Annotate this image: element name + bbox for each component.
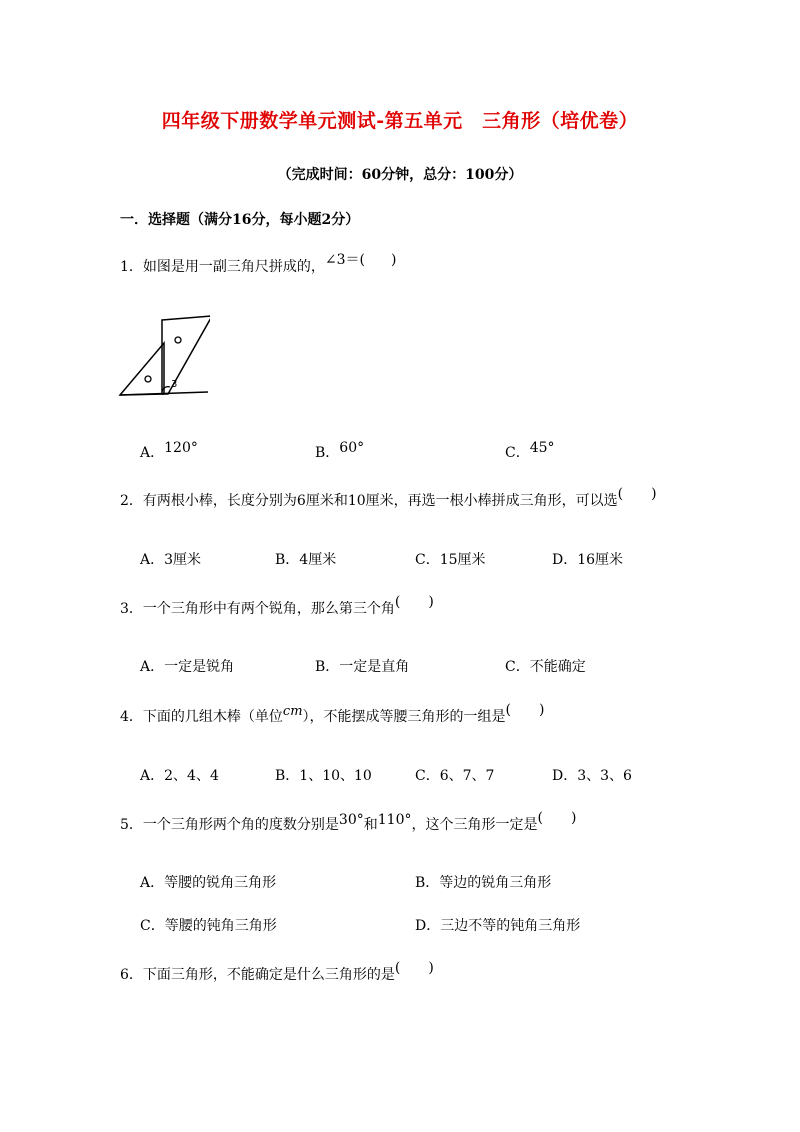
q3-option-b[interactable]: B．一定是直角 xyxy=(315,659,410,675)
question-6-stem: 6．下面三角形，不能确定是什么三角形的是( ) xyxy=(120,960,434,983)
question-1-math: ∠3＝( xyxy=(324,252,366,268)
q5-option-d[interactable]: D．三边不等的钝角三角形 xyxy=(415,918,581,934)
unit-cm: cm xyxy=(282,704,303,719)
question-1-paren-close: ) xyxy=(391,252,397,268)
q1-option-b[interactable]: B．60° xyxy=(315,440,365,461)
figure-left-triangle xyxy=(120,343,164,395)
q3-option-c[interactable]: C．不能确定 xyxy=(505,659,586,675)
question-4-answer-paren: ( ) xyxy=(505,702,545,718)
angle-value-1: 30° xyxy=(338,812,364,828)
question-5-stem: 5．一个三角形两个角的度数分别是30°和110°，这个三角形一定是( ) xyxy=(120,810,577,833)
figure-angle-label: 3 xyxy=(171,379,178,390)
angle-value-2: 110° xyxy=(377,812,412,828)
q3-option-a[interactable]: A．一定是锐角 xyxy=(140,659,235,675)
q1-option-a[interactable]: A．120° xyxy=(140,440,198,461)
q4-option-a[interactable]: A．2、4、4 xyxy=(140,768,219,784)
question-1-text: 1．如图是用一副三角尺拼成的， xyxy=(120,259,325,275)
question-5-answer-paren: ( ) xyxy=(537,810,577,826)
time-and-score-note: （完成时间：60分钟，总分：100分） xyxy=(277,167,523,183)
figure-right-hole xyxy=(175,337,181,343)
q2-option-b[interactable]: B．4厘米 xyxy=(275,552,337,568)
question-3-answer-paren: ( ) xyxy=(394,594,434,610)
question-2-answer-paren: ( ) xyxy=(617,486,657,502)
page-title: 四年级下册数学单元测试-第五单元 三角形（培优卷） xyxy=(161,110,639,132)
q2-option-a[interactable]: A．3厘米 xyxy=(140,552,202,568)
question-1-stem xyxy=(120,252,397,276)
triangle-set-figure xyxy=(118,312,210,402)
figure-left-hole xyxy=(145,376,151,382)
q4-option-b[interactable]: B．1、10、10 xyxy=(275,768,372,784)
q5-option-c[interactable]: C．等腰的钝角三角形 xyxy=(140,918,277,934)
q5-option-b[interactable]: B．等边的锐角三角形 xyxy=(415,875,552,891)
figure-right-triangle xyxy=(162,316,210,394)
question-6-answer-paren: ( ) xyxy=(394,960,434,976)
question-2-stem: 2．有两根小棒，长度分别为6厘米和10厘米，再选一根小棒拼成三角形，可以选( ) xyxy=(120,486,657,509)
q5-option-a[interactable]: A．等腰的锐角三角形 xyxy=(140,875,277,891)
q4-option-c[interactable]: C．6、7、7 xyxy=(415,768,495,784)
question-3-stem: 3．一个三角形中有两个锐角，那么第三个角( ) xyxy=(120,594,434,617)
section-heading: 一．选择题（满分16分，每小题2分） xyxy=(120,212,360,228)
q4-option-d[interactable]: D．3、3、6 xyxy=(552,768,632,784)
question-4-stem: 4．下面的几组木棒（单位cm），不能摆成等腰三角形的一组是( ) xyxy=(120,702,545,725)
q1-option-c[interactable]: C．45° xyxy=(505,440,555,461)
q2-option-d[interactable]: D．16厘米 xyxy=(552,552,624,568)
q2-option-c[interactable]: C．15厘米 xyxy=(415,552,486,568)
